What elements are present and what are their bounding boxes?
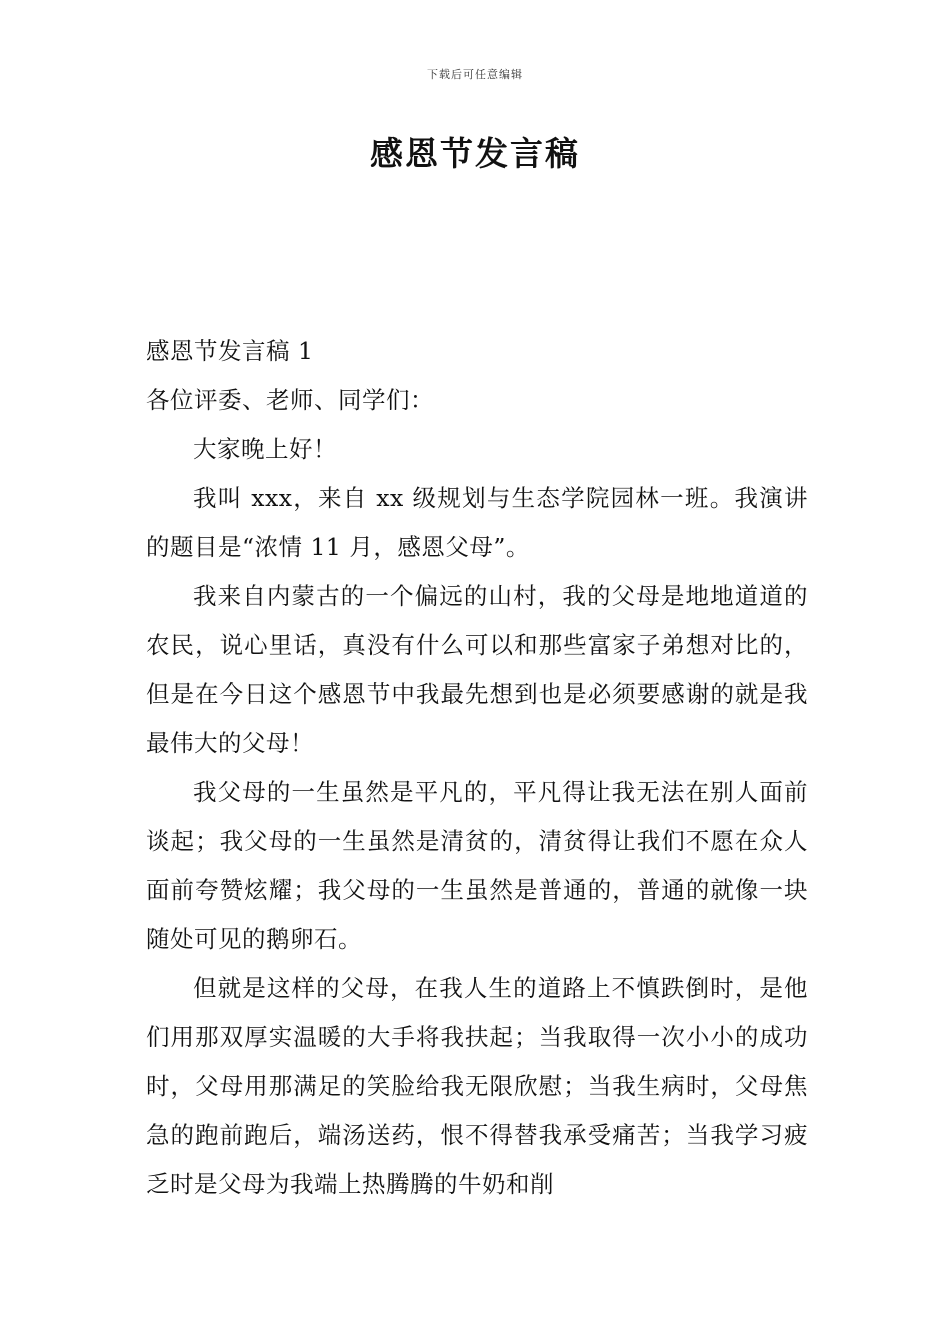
header-note: 下载后可任意编辑 bbox=[427, 68, 523, 81]
paragraph-introduction: 我叫 xxx，来自 xx 级规划与生态学院园林一班。我演讲的题目是“浓情 11 月，感恩父母”。 bbox=[146, 484, 808, 561]
paragraph-parents-care: 但就是这样的父母，在我人生的道路上不慎跌倒时，是他们用那双厚实温暖的大手将我扶起；当我取得一次小小的成功时，父母用那满足的笑脸给我无限欣慰；当我生病时，父母焦急的跑前跑后，端汤送药，恨不得替我承受痛苦；当我学习疲乏时是父母为我端上热腾腾的牛奶和削 bbox=[146, 974, 808, 1198]
paragraph-parents-ordinary: 我父母的一生虽然是平凡的，平凡得让我无法在别人面前谈起；我父母的一生虽然是清贫的，清贫得让我们不愿在众人面前夸赞炫耀；我父母的一生虽然是普通的，普通的就像一块随处可见的鹅卵石。 bbox=[146, 778, 808, 953]
document-body bbox=[146, 327, 808, 1209]
document-title: 感恩节发言稿 bbox=[370, 134, 580, 173]
paragraph-greeting: 大家晚上好！ bbox=[193, 435, 337, 463]
salutation: 各位评委、老师、同学们： bbox=[146, 386, 434, 414]
paragraph-background: 我来自内蒙古的一个偏远的山村，我的父母是地地道道的农民，说心里话，真没有什么可以和那些富家子弟想对比的，但是在今日这个感恩节中我最先想到也是必须要感谢的就是我最伟大的父母！ bbox=[146, 582, 808, 757]
section-heading: 感恩节发言稿 1 bbox=[146, 337, 314, 365]
